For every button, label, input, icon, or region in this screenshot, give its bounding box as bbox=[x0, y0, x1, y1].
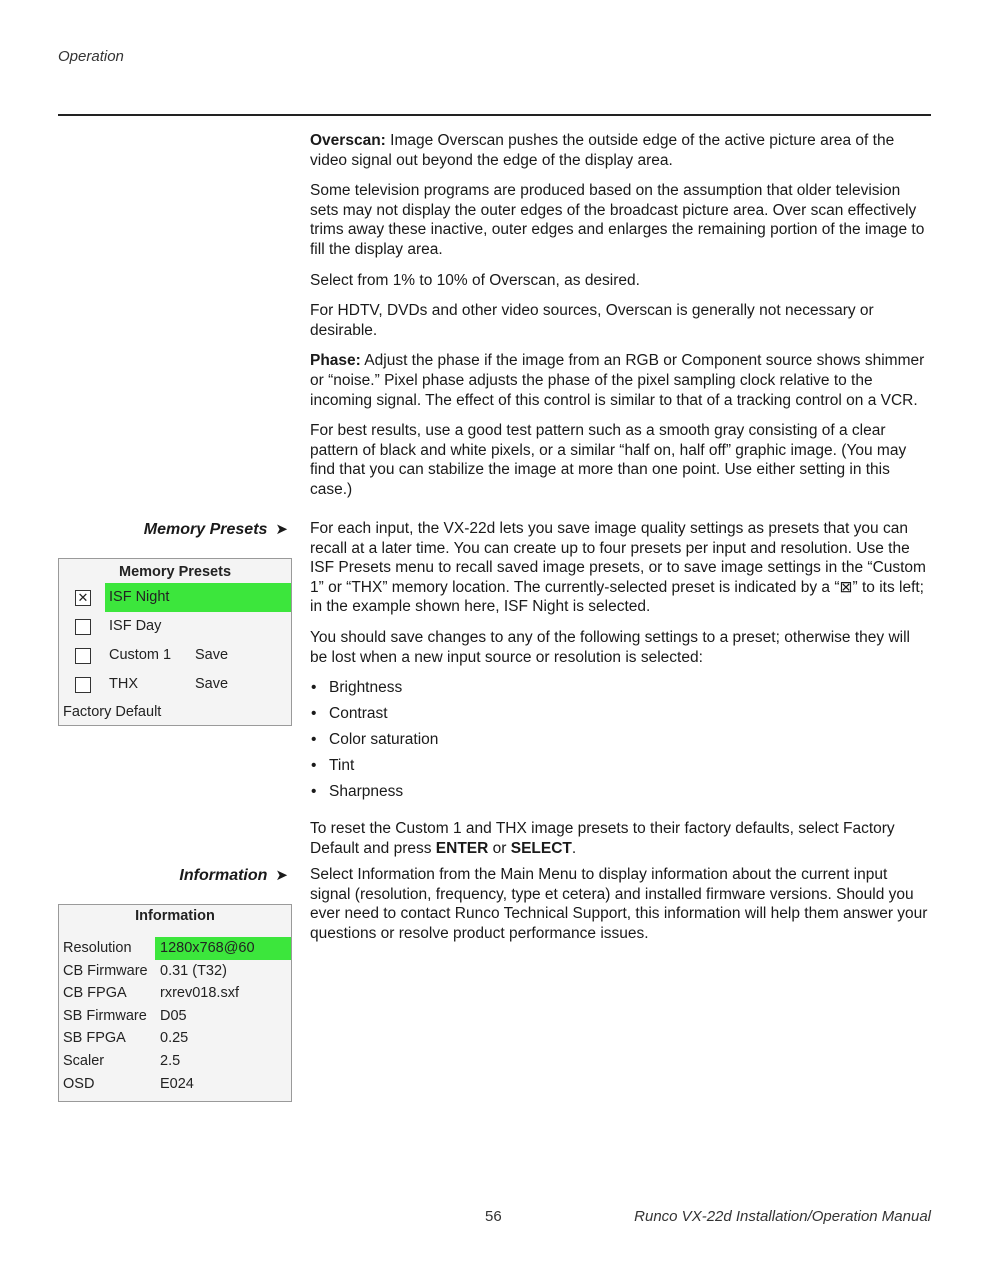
preset-label: THX bbox=[109, 676, 138, 692]
enter-key-label: ENTER bbox=[435, 839, 489, 857]
phase-term: Phase: bbox=[310, 352, 361, 370]
info-row-cb-firmware bbox=[59, 960, 291, 983]
list-item: • Color saturation bbox=[310, 730, 931, 756]
overscan-phase-section bbox=[310, 131, 931, 511]
info-key: OSD bbox=[63, 1075, 95, 1092]
page-number: 56 bbox=[485, 1208, 502, 1225]
running-header: Operation bbox=[58, 48, 124, 65]
information-heading bbox=[179, 866, 288, 885]
checked-box-inline-icon: ⊠ bbox=[839, 578, 853, 596]
save-button[interactable]: Save bbox=[195, 647, 229, 663]
preset-label: ISF Day bbox=[109, 618, 162, 634]
overscan-term: Overscan: bbox=[310, 132, 386, 149]
info-row-sb-fpga bbox=[59, 1027, 291, 1050]
memory-presets-paragraph bbox=[310, 519, 931, 617]
info-key: SB Firmware bbox=[63, 1007, 147, 1024]
list-item: • Contrast bbox=[310, 704, 931, 730]
information-section bbox=[310, 865, 931, 954]
preset-row-isf-day[interactable] bbox=[59, 612, 291, 641]
info-key: Scaler bbox=[63, 1052, 105, 1069]
info-row-scaler bbox=[59, 1050, 291, 1073]
info-value: rxrev018.sxf bbox=[160, 985, 239, 1002]
overscan-intro: Image Overscan pushes the outside edge of the active picture area of the video signal out beyond the edge of the display area. bbox=[310, 132, 895, 169]
checked-box-icon[interactable]: ✕ bbox=[75, 590, 91, 606]
phase-intro: Adjust the phase if the image from an RGB or Component source shows shimmer or “noise.” Pixel phase adjusts the phase of the pixel sampling clock relative to the incoming signal. The effect of this control is similar to that of a tracking control on a VCR. bbox=[310, 352, 925, 409]
info-key: CB Firmware bbox=[63, 962, 148, 979]
phase-paragraph bbox=[310, 351, 931, 410]
memory-presets-heading-text: Memory Presets bbox=[143, 521, 268, 538]
information-menu bbox=[58, 904, 292, 1102]
information-heading-text: Information bbox=[179, 867, 268, 884]
info-value: 0.25 bbox=[160, 1030, 189, 1047]
header-rule bbox=[58, 114, 931, 116]
checkbox-icon[interactable] bbox=[75, 619, 91, 635]
list-item: • Sharpness bbox=[310, 782, 931, 808]
info-row-resolution bbox=[59, 937, 291, 960]
preset-row-thx[interactable] bbox=[59, 670, 291, 699]
info-value: 0.31 (T32) bbox=[160, 962, 227, 979]
overscan-paragraph-2: Some television programs are produced based on the assumption that older television sets may not display the outer edges of the broadcast picture area. Over scan effectively trims away these inactive, outer edges and enlarges the remaining portion of the image to fill the display area. bbox=[310, 182, 925, 258]
memory-presets-paragraph-2: You should save changes to any of the following settings to a preset; otherwise they will be lost when a new input source or resolution is selected: bbox=[310, 628, 910, 666]
memory-presets-p1-after: ” to its left; in the example shown here, ISF Night is selected. bbox=[310, 578, 924, 616]
checkbox-icon[interactable] bbox=[75, 677, 91, 693]
arrow-right-icon: ➤ bbox=[275, 867, 288, 884]
info-value: 1280x768@60 bbox=[155, 937, 291, 960]
p3-mid: or bbox=[488, 839, 511, 857]
info-row-sb-firmware bbox=[59, 1005, 291, 1028]
p3-end: . bbox=[571, 839, 577, 857]
memory-presets-menu-title: Memory Presets bbox=[118, 564, 232, 580]
preset-label: ISF Night bbox=[105, 583, 291, 612]
overscan-paragraph bbox=[310, 131, 931, 170]
memory-presets-p1-before: For each input, the VX-22d lets you save image quality settings as presets that you can recall at a later time. You can create up to four presets per input and resolution. Use the ISF Presets menu to recall saved image presets, or to save image settings in the “Custom 1” or “THX” memory location. The currently-selected preset is indicated by a “ bbox=[310, 520, 926, 596]
preset-label: Custom 1 bbox=[109, 647, 172, 663]
preset-row-custom-1[interactable] bbox=[59, 641, 291, 670]
phase-paragraph-2: For best results, use a good test pattern such as a smooth gray consisting of a clear pattern of black and white pixels, or a similar “half on, half off” graphic image. (You may find that you can stabilize the image at more than one point. Use either setting in this case.) bbox=[310, 422, 907, 498]
info-value: D05 bbox=[160, 1007, 187, 1024]
settings-bullet-list bbox=[310, 678, 931, 808]
memory-presets-heading bbox=[144, 520, 288, 539]
info-row-cb-fpga bbox=[59, 982, 291, 1005]
info-key: SB FPGA bbox=[63, 1030, 126, 1047]
memory-presets-paragraph-3 bbox=[310, 819, 931, 858]
checkbox-icon[interactable] bbox=[75, 648, 91, 664]
manual-title: Runco VX-22d Installation/Operation Manual bbox=[634, 1208, 931, 1225]
information-menu-title: Information bbox=[135, 908, 215, 924]
save-button[interactable]: Save bbox=[195, 676, 229, 692]
select-key-label: SELECT bbox=[510, 839, 572, 857]
factory-default-item[interactable]: Factory Default bbox=[63, 704, 162, 720]
overscan-paragraph-4: For HDTV, DVDs and other video sources, Overscan is generally not necessary or desirable. bbox=[310, 302, 874, 339]
info-key: CB FPGA bbox=[63, 985, 127, 1002]
preset-row-isf-night[interactable] bbox=[59, 583, 291, 612]
overscan-paragraph-3: Select from 1% to 10% of Overscan, as desired. bbox=[310, 271, 640, 289]
list-item: • Tint bbox=[310, 756, 931, 782]
memory-presets-menu bbox=[58, 558, 292, 726]
list-item: • Brightness bbox=[310, 678, 931, 704]
info-row-osd bbox=[59, 1073, 291, 1096]
info-value: E024 bbox=[160, 1075, 194, 1092]
arrow-right-icon: ➤ bbox=[275, 521, 288, 538]
info-key: Resolution bbox=[63, 940, 132, 956]
info-value: 2.5 bbox=[160, 1052, 181, 1069]
information-paragraph: Select Information from the Main Menu to display information about the current input signal (resolution, frequency, type et cetera) and installed firmware versions. Should you ever need to contact Runco Technical Support, this information will help them answer your questions or resolve product performance issues. bbox=[310, 866, 928, 942]
memory-presets-section bbox=[310, 519, 931, 869]
p3-before: To reset the Custom 1 and THX image presets to their factory defaults, select Factory Default and press bbox=[310, 820, 895, 857]
